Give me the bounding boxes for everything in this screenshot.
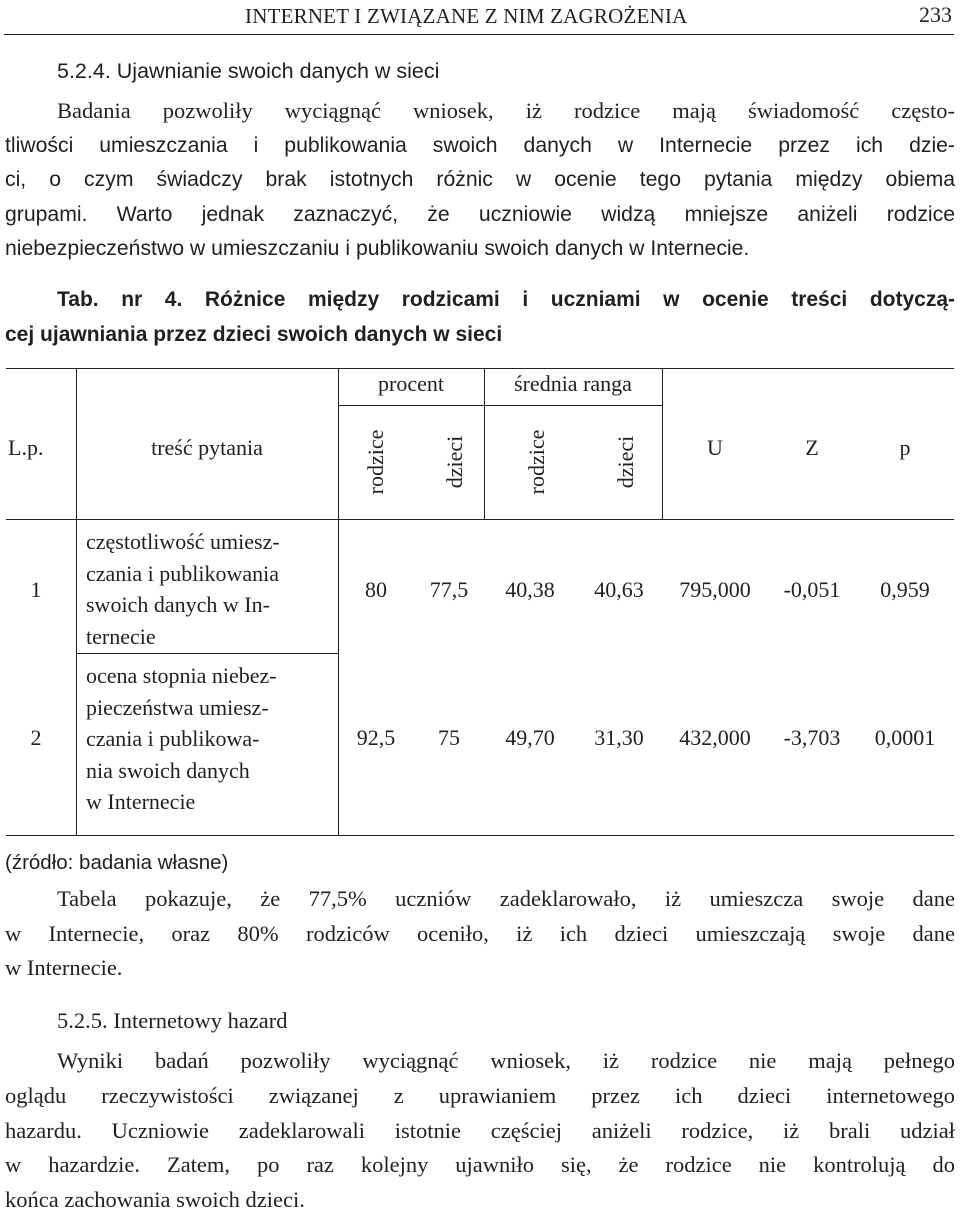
section-heading: 5.2.4. Ujawnianie swoich danych w sieci	[57, 59, 440, 83]
paragraph-line: w Internecie.	[5, 955, 123, 980]
row1-rank-children: 40,63	[594, 577, 644, 602]
row1-u: 795,000	[679, 577, 751, 602]
row2-rank-parents: 49,70	[505, 725, 555, 750]
row1-pct-children: 77,5	[429, 577, 469, 602]
paragraph-line: hazardu. Uczniowie zadeklarowali istotnie częściej aniżeli rodzice, iż brali udział	[5, 1117, 955, 1143]
header-question: treść pytania	[151, 435, 263, 460]
results-table	[6, 368, 954, 836]
row1-pct-parents: 80	[365, 577, 387, 602]
table-caption	[5, 282, 955, 352]
paragraph	[5, 94, 955, 267]
row2-p: 0,0001	[874, 725, 936, 750]
header-rank-parents: rodzice	[524, 429, 549, 495]
row1-question: częstotliwość umiesz- czania i publikowania swoich danych w In- ternecie	[86, 529, 280, 649]
header-u: U	[707, 435, 723, 460]
page-number: 233	[919, 2, 952, 27]
section-heading: 5.2.5. Internetowy hazard	[57, 1008, 288, 1033]
paragraph-line: Tabela pokazuje, że 77,5% uczniów zadeklarowało, iż umieszcza swoje dane	[57, 886, 955, 911]
row2-z: -3,703	[783, 725, 841, 750]
paragraph-line: Wyniki badań pozwoliły wyciągnąć wniosek, iż rodzice nie mają pełnego	[57, 1048, 955, 1073]
row2-pct-children: 75	[438, 725, 460, 750]
row1-lp: 1	[30, 577, 42, 602]
paragraph-line: grupami. Warto jednak zaznaczyć, że uczniowie widzą mniejsze aniżeli rodzice	[5, 202, 955, 226]
running-head	[4, 2, 954, 35]
row2-u: 432,000	[679, 725, 751, 750]
row1-p: 0,959	[880, 577, 930, 602]
paragraph-line: tliwości umieszczania i publikowania swoich danych w Internecie przez ich dzie-	[5, 133, 955, 157]
row1-rank-parents: 40,38	[505, 577, 555, 602]
caption-line: Tab. nr 4. Różnice między rodzicami i uczniami w ocenie treści dotyczą-	[57, 288, 955, 311]
header-percent-children: dzieci	[442, 435, 467, 489]
header-mean-rank: średnia ranga	[514, 371, 632, 396]
paragraph-line: Badania pozwoliły wyciągnąć wniosek, iż rodzice mają świadomość często-	[57, 98, 955, 123]
header-p: p	[899, 435, 911, 460]
paragraph-line: w hazardzie. Zatem, po raz kolejny ujawniło się, że rodzice nie kontrolują do	[5, 1152, 955, 1178]
header-lp: L.p.	[8, 435, 44, 460]
row1-z: -0,051	[783, 577, 841, 602]
header-z: Z	[805, 435, 819, 460]
paragraph-line: oglądu rzeczywistości związanej z uprawianiem przez ich dzieci internetowego	[5, 1082, 955, 1108]
paragraph-line: w Internecie, oraz 80% rodziców oceniło, iż ich dzieci umieszczają swoje dane	[5, 920, 955, 946]
caption-line: cej ujawniania przez dzieci swoich danych w sieci	[5, 323, 503, 346]
row2-pct-parents: 92,5	[356, 725, 396, 750]
paragraph-line: ci, o czym świadczy brak istotnych różnic w ocenie tego pytania między obiema	[5, 168, 955, 191]
row2-rank-children: 31,30	[594, 725, 644, 750]
paragraph	[5, 882, 955, 986]
table-source: (źródło: badania własne)	[5, 851, 229, 874]
header-rank-children: dzieci	[613, 435, 638, 489]
row2-lp: 2	[30, 725, 42, 750]
row2-question: ocena stopnia niebez- pieczeństwa umiesz- czania i publikowa- nia swoich danych w Internecie	[86, 663, 277, 814]
running-title: INTERNET I ZWIĄZANE Z NIM ZAGROŻENIA	[245, 4, 688, 28]
paragraph-line: niebezpieczeństwo w umieszczaniu i publikowaniu swoich danych w Internecie.	[5, 237, 750, 260]
header-percent: procent	[378, 371, 444, 396]
paragraph-line: końca zachowania swoich dzieci.	[5, 1187, 305, 1213]
header-percent-parents: rodzice	[363, 429, 388, 495]
paragraph	[5, 1044, 955, 1218]
